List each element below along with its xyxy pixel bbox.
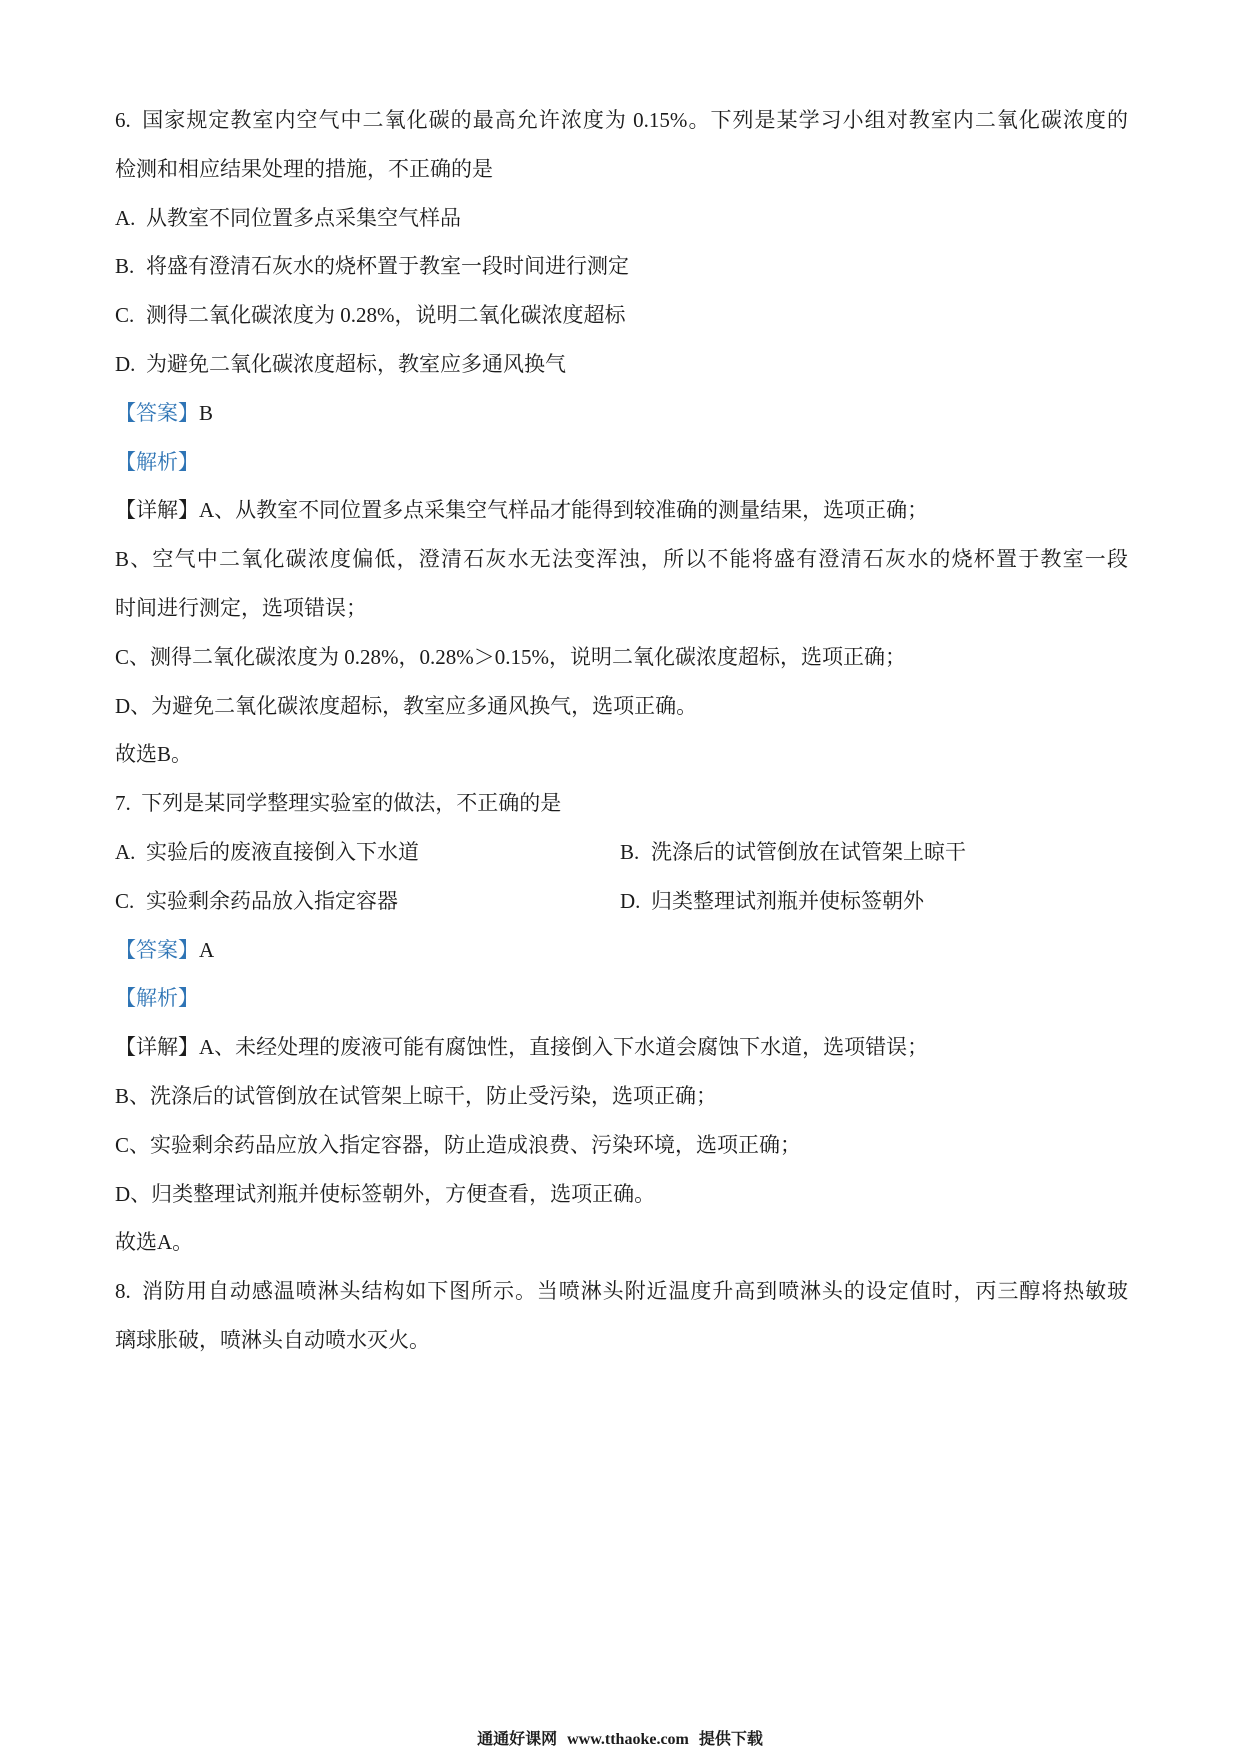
question-stem-line [115, 145, 1128, 194]
option-d [115, 340, 1128, 389]
question-7 [115, 779, 1128, 1267]
analysis-label: 【解析】 [115, 449, 199, 474]
option-text: 实验剩余药品放入指定容器 [146, 888, 398, 913]
answer-label: 【答案】 [115, 937, 199, 962]
detail-text: D、归类整理试剂瓶并使标签朝外，方便查看，选项正确。 [115, 1181, 656, 1206]
option-text: 实验后的废液直接倒入下水道 [146, 839, 419, 864]
detail-text: A、从教室不同位置多点采集空气样品才能得到较准确的测量结果，选项正确； [199, 498, 929, 523]
detail-line [115, 633, 1128, 682]
option-label: A. [115, 839, 136, 864]
answer-value: B [199, 400, 214, 425]
option-d [620, 877, 1128, 926]
detail-line [115, 682, 1128, 731]
answer-line [115, 389, 1128, 438]
analysis-line [115, 438, 1128, 487]
answer-label: 【答案】 [115, 400, 199, 425]
detail-line [115, 1023, 1128, 1072]
question-stem-line [115, 1316, 1128, 1365]
option-text: 归类整理试剂瓶并使标签朝外 [651, 888, 924, 913]
detail-line [115, 486, 1128, 535]
option-label: C. [115, 888, 135, 913]
answer-line [115, 926, 1128, 975]
question-number: 7. [115, 791, 131, 816]
detail-line [115, 535, 1128, 584]
question-8 [115, 1267, 1128, 1365]
question-number: 6. [115, 108, 131, 132]
option-c [115, 877, 620, 926]
option-c [115, 291, 1128, 340]
document-content [115, 96, 1128, 1365]
question-number: 8. [115, 1279, 131, 1304]
detail-text: D、为避免二氧化碳浓度超标，教室应多通风换气，选项正确。 [115, 693, 698, 718]
detail-text: C、测得二氧化碳浓度为 0.28%，0.28%＞0.15%，说明二氧化碳浓度超标，选项正确； [115, 644, 906, 669]
option-label: D. [620, 888, 641, 913]
question-stem-line [115, 1267, 1128, 1316]
option-label: A. [115, 205, 136, 230]
detail-label: 【详解】 [115, 498, 199, 523]
detail-text: 时间进行测定，选项错误； [115, 595, 367, 620]
option-row [115, 828, 1128, 877]
question-stem-text: 璃球胀破，喷淋头自动喷水灭火。 [115, 1327, 430, 1352]
detail-text: B、洗涤后的试管倒放在试管架上晾干，防止受污染，选项正确； [115, 1083, 718, 1108]
analysis-label: 【解析】 [115, 986, 199, 1011]
option-text: 洗涤后的试管倒放在试管架上晾干 [651, 839, 966, 864]
question-stem-text: 消防用自动感温喷淋头结构如下图所示。当喷淋头附近温度升高到喷淋头的设定值时，丙三醇将热敏玻 [141, 1279, 1128, 1304]
question-stem-line [115, 779, 1128, 828]
question-stem-text: 国家规定教室内空气中二氧化碳的最高允许浓度为 0.15%。下列是某学习小组对教室内二氧化碳浓度的 [141, 108, 1128, 132]
option-text: 为避免二氧化碳浓度超标，教室应多通风换气 [146, 351, 566, 376]
detail-line [115, 1072, 1128, 1121]
conclusion-line: 故选A。 [115, 1230, 194, 1255]
option-text: 测得二氧化碳浓度为 0.28%，说明二氧化碳浓度超标 [146, 303, 626, 328]
question-6 [115, 96, 1128, 779]
footer-suffix: 提供下载 [698, 1731, 763, 1748]
question-stem-line [115, 96, 1128, 145]
option-text: 将盛有澄清石灰水的烧杯置于教室一段时间进行测定 [146, 254, 629, 279]
option-label: B. [115, 254, 135, 279]
option-label: D. [115, 351, 136, 376]
question-stem-text: 下列是某同学整理实验室的做法，不正确的是 [141, 791, 562, 816]
option-b [620, 828, 1128, 877]
option-a [115, 194, 1128, 243]
option-text: 从教室不同位置多点采集空气样品 [146, 205, 461, 230]
analysis-line [115, 974, 1128, 1023]
option-row [115, 877, 1128, 926]
footer-url: www.tthaoke.com [567, 1731, 689, 1748]
footer [0, 1730, 1240, 1750]
detail-line [115, 584, 1128, 633]
option-a [115, 828, 620, 877]
question-stem-text: 检测和相应结果处理的措施，不正确的是 [115, 156, 493, 181]
detail-label: 【详解】 [115, 1035, 199, 1060]
detail-line [115, 1121, 1128, 1170]
detail-text: B、空气中二氧化碳浓度偏低，澄清石灰水无法变浑浊，所以不能将盛有澄清石灰水的烧杯置于教室一段 [115, 547, 1128, 572]
option-b [115, 242, 1128, 291]
option-label: C. [115, 303, 135, 328]
detail-text: C、实验剩余药品应放入指定容器，防止造成浪费、污染环境，选项正确； [115, 1132, 802, 1157]
conclusion-line: 故选B。 [115, 742, 193, 767]
detail-line [115, 1170, 1128, 1219]
option-label: B. [620, 839, 640, 864]
detail-text: A、未经处理的废液可能有腐蚀性，直接倒入下水道会腐蚀下水道，选项错误； [199, 1035, 929, 1060]
answer-value: A [199, 937, 215, 962]
footer-site-name: 通通好课网 [477, 1731, 558, 1748]
